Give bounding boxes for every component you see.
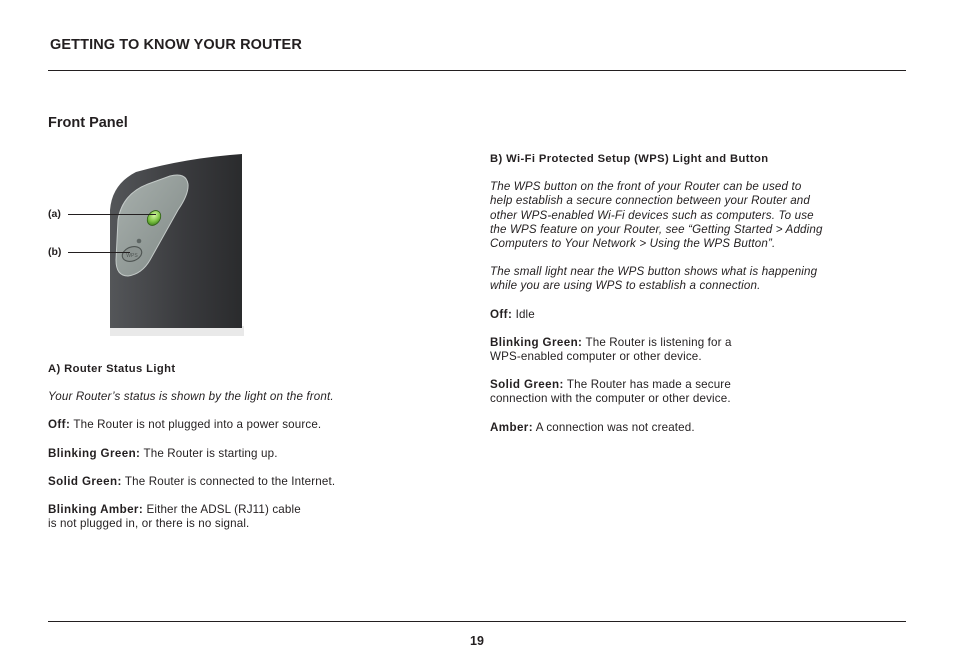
status-item-text: The Router is not plugged into a power source. — [70, 418, 322, 432]
wps-para1-line: the WPS feature on your Router, see “Getting Started > Adding — [490, 222, 823, 236]
wps-item-label: Blinking Green: — [490, 335, 583, 349]
wps-item-text: A connection was not created. — [532, 420, 695, 434]
status-item-solid-green — [48, 475, 408, 489]
callout-b-label: (b) — [48, 246, 62, 258]
wps-para2-line: while you are using WPS to establish a connection. — [490, 279, 761, 293]
wps-item-label: Off: — [490, 307, 513, 321]
wps-section — [490, 152, 880, 435]
status-item-blinking-amber — [48, 503, 408, 517]
wps-glyph-text: WPS — [126, 253, 138, 259]
status-item-text: Either the ADSL (RJ11) cable — [143, 503, 301, 517]
wps-item-solid-green — [490, 378, 880, 392]
wps-item-text-continued: WPS-enabled computer or other device. — [490, 350, 702, 364]
status-light-section — [48, 362, 408, 531]
status-item-off — [48, 418, 408, 432]
wps-para2-line: The small light near the WPS button shows what is happening — [490, 265, 818, 279]
status-light-intro: Your Router’s status is shown by the light on the front. — [48, 390, 334, 404]
wps-item-text-continued: connection with the computer or other device. — [490, 392, 731, 406]
wps-indicator-light — [137, 239, 142, 244]
status-item-blinking-green — [48, 447, 408, 461]
header-divider — [48, 70, 906, 71]
wps-item-text: The Router is listening for a — [582, 335, 732, 349]
wps-item-label: Solid Green: — [490, 378, 564, 392]
router-illustration — [46, 150, 246, 340]
page-header-title: GETTING TO KNOW YOUR ROUTER — [50, 37, 302, 53]
status-item-label: Off: — [48, 418, 71, 432]
status-item-text-continued: is not plugged in, or there is no signal. — [48, 517, 250, 531]
wps-item-label: Amber: — [490, 420, 533, 434]
wps-para1-line: other WPS-enabled Wi-Fi devices such as computers. To use — [490, 208, 814, 222]
status-item-text: The Router is starting up. — [140, 446, 278, 460]
status-light-heading: A) Router Status Light — [48, 363, 176, 375]
callout-a-line — [68, 214, 156, 215]
router-front-figure — [46, 150, 246, 340]
status-item-label: Blinking Green: — [48, 446, 141, 460]
status-item-label: Solid Green: — [48, 474, 122, 488]
wps-item-text: Idle — [512, 307, 535, 321]
status-item-text: The Router is connected to the Internet. — [121, 474, 336, 488]
callout-b-line — [68, 252, 130, 253]
wps-para1-line: The WPS button on the front of your Router can be used to — [490, 180, 802, 194]
callout-a-label: (a) — [48, 208, 61, 220]
page-number: 19 — [470, 634, 484, 648]
footer-divider — [48, 621, 906, 622]
wps-para1-line: Computers to Your Network > Using the WPS Button”. — [490, 237, 776, 251]
wps-item-text: The Router has made a secure — [563, 378, 731, 392]
wps-item-off — [490, 308, 880, 322]
wps-para1-line: help establish a secure connection between your Router and — [490, 194, 810, 208]
status-item-label: Blinking Amber: — [48, 503, 144, 517]
wps-item-blinking-green — [490, 336, 880, 350]
section-title: Front Panel — [48, 115, 128, 131]
wps-item-amber — [490, 421, 880, 435]
wps-heading: B) Wi-Fi Protected Setup (WPS) Light and Button — [490, 153, 769, 165]
